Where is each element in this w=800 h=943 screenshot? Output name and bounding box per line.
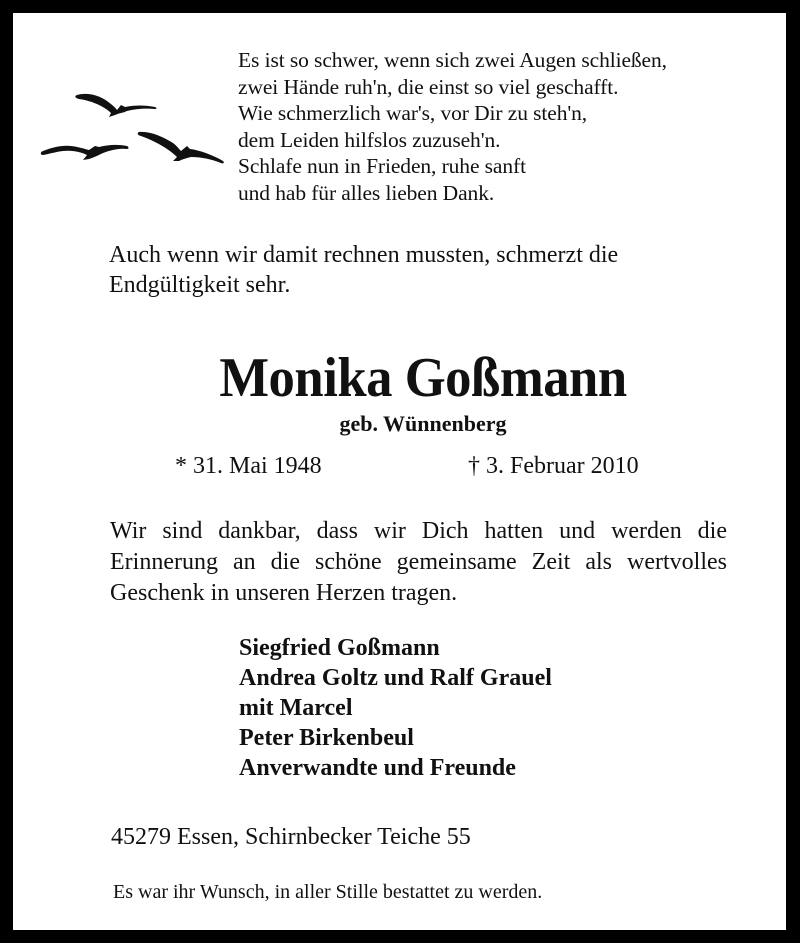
bird-icon (138, 132, 224, 164)
birth-date: * 31. Mai 1948 (175, 453, 322, 479)
mourner: Anverwandte und Freunde (239, 755, 516, 781)
mourner: Peter Birkenbeul (239, 725, 414, 751)
death-date: † 3. Februar 2010 (468, 453, 639, 479)
mourner: mit Marcel (239, 695, 353, 721)
poem-line: Schlafe nun in Frieden, ruhe sanft (238, 154, 526, 178)
thanks-text: Wir sind dankbar, dass wir Dich hatten und werden die Erinnerung an die schöne gemeinsame Zeit als wertvolles Geschenk in unseren Herzen tragen. (110, 518, 727, 606)
bird-icon (41, 145, 129, 160)
maiden-name: geb. Wünnenberg (339, 411, 507, 436)
mourner: Andrea Goltz und Ralf Grauel (239, 665, 552, 691)
obituary-notice (13, 13, 786, 930)
bird-icon (75, 94, 156, 117)
mourners-list (239, 633, 552, 783)
deceased-name: Monika Goßmann (219, 347, 627, 409)
poem-line: Es ist so schwer, wenn sich zwei Augen schließen, (238, 48, 667, 72)
poem-line: Wie schmerzlich war's, vor Dir zu steh'n, (238, 101, 588, 125)
funeral-wish: Es war ihr Wunsch, in aller Stille bestattet zu werden. (113, 881, 543, 903)
flying-birds-icon (27, 79, 227, 169)
intro-text: Auch wenn wir damit rechnen mussten, schmerzt die Endgültigkeit sehr. (109, 242, 619, 298)
poem-line: und hab für alles lieben Dank. (238, 180, 495, 205)
mourner: Siegfried Goßmann (239, 635, 440, 661)
address: 45279 Essen, Schirnbecker Teiche 55 (111, 824, 471, 850)
poem (238, 47, 667, 206)
poem-line: zwei Hände ruh'n, die einst so viel geschafft. (238, 74, 619, 99)
poem-line: dem Leiden hilfslos zuzuseh'n. (238, 127, 501, 152)
